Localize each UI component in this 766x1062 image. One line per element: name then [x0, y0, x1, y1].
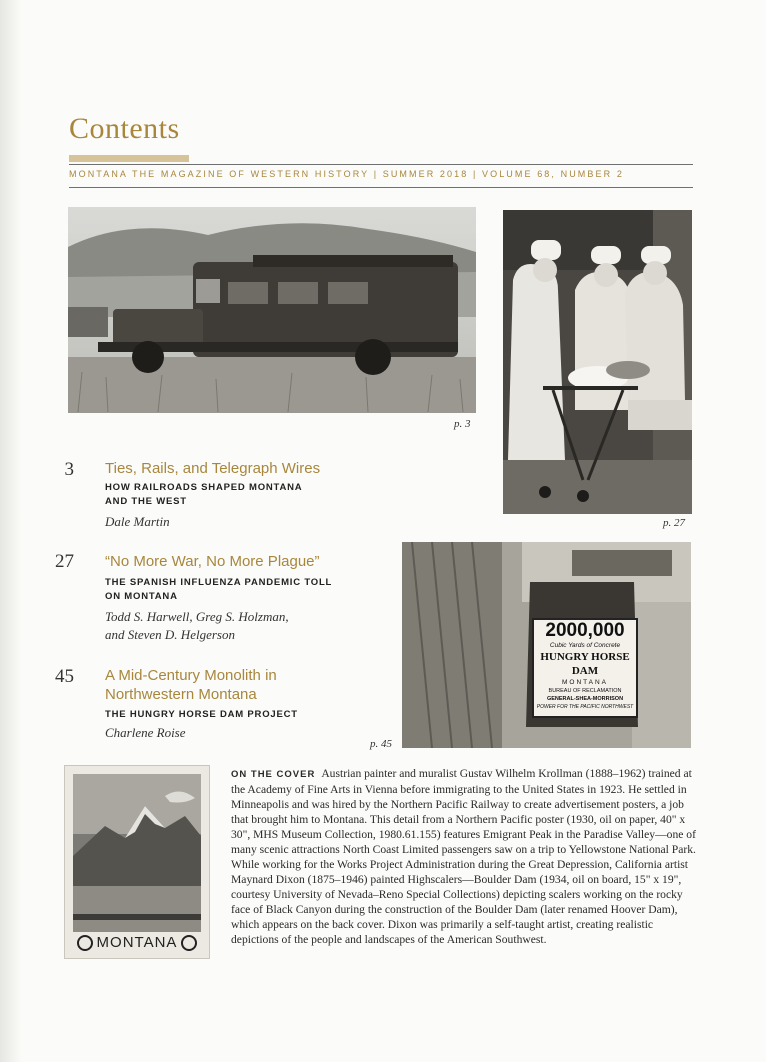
- article-author-line: Todd S. Harwell, Greg S. Holzman,: [105, 609, 289, 624]
- article-page-number: 45: [55, 666, 74, 687]
- article-subtitle-line: AND THE WEST: [105, 496, 187, 507]
- masthead-bottom-rule: [69, 187, 693, 188]
- page-gutter-shadow: [0, 0, 22, 1062]
- nurses-photo: [503, 210, 692, 514]
- title-underline: [69, 155, 189, 162]
- bus-photo-credit: p. 3: [454, 418, 471, 430]
- article-subtitle-line: THE SPANISH INFLUENZA PANDEMIC TOLL: [105, 577, 333, 588]
- article-author: Charlene Roise: [105, 725, 186, 740]
- dam-sign-line5: GENERAL-SHEA-MORRISON: [546, 696, 624, 702]
- poster-footer: [65, 934, 209, 952]
- article-author: [105, 608, 289, 644]
- masthead-top-rule: [69, 164, 693, 165]
- dam-sign-line2: HUNGRY HORSE DAM: [540, 651, 630, 677]
- article-subtitle: THE HUNGRY HORSE DAM PROJECT: [105, 709, 298, 720]
- cover-text: Austrian painter and muralist Gustav Wilhelm Krollman (1888–1962) trained at the Academy of Fine Arts in Vienna before immigrating to the United States in 1923. He settled in Minneapolis and was hired by the Northern Pacific Railway to create advertisement posters, a job that brought him to Montana. This detail from a Northern Pacific poster (1930, oil on paper, 40" x 30", MHS Museum Collection, 1980.61.155) features Emigrant Peak in the Paradise Valley—one of many scenic attractions North Coast Limited passengers saw on a trip to Yellowstone National Park. While working for the Works Project Administration during the Great Depression, California artist Maynard Dixon (1875–1946) painted Highscalers—Boulder Dam (1934, oil on board, 15" x 19", courtesy University of Nevada–Reno Special Collections) depicting scalers working on the rocky face of Black Canyon during the construction of the Boulder Dam (later renamed Hoover Dam), which appears on the back cover. Dixon was primarily a self-taught artist, creating realistic depictions of the people and landscapes of the American Southwest.: [231, 767, 696, 946]
- dam-banner-sign: [532, 618, 638, 718]
- article-title[interactable]: [105, 666, 277, 704]
- article-author: Dale Martin: [105, 514, 170, 529]
- article-title-line: A Mid-Century Monolith in: [105, 667, 277, 684]
- article-author-line: and Steven D. Helgerson: [105, 627, 235, 642]
- dam-sign-number: 2000,000: [545, 620, 625, 641]
- page-title: Contents: [69, 112, 180, 145]
- article-subtitle: [105, 576, 332, 604]
- bus-photo: [68, 207, 476, 413]
- northern-pacific-logo-icon: [181, 935, 197, 951]
- poster-word: MONTANA: [96, 934, 178, 951]
- dam-sign-line3: MONTANA: [561, 679, 609, 686]
- masthead: MONTANA THE MAGAZINE OF WESTERN HISTORY | SUMMER 2018 | VOLUME 68, NUMBER 2: [69, 169, 624, 179]
- cover-poster: [64, 765, 210, 959]
- northern-pacific-logo-icon: [77, 935, 93, 951]
- dam-sign-line6: POWER FOR THE PACIFIC NORTHWEST: [536, 704, 634, 710]
- article-subtitle: [105, 481, 302, 509]
- article-page-number: 27: [55, 551, 74, 572]
- article-title[interactable]: “No More War, No More Plague”: [105, 553, 320, 570]
- article-title[interactable]: Ties, Rails, and Telegraph Wires: [105, 460, 321, 477]
- article-title-line: Northwestern Montana: [105, 686, 257, 703]
- dam-sign-line4: BUREAU OF RECLAMATION: [548, 688, 622, 694]
- article-subtitle-line: HOW RAILROADS SHAPED MONTANA: [105, 482, 303, 493]
- cover-description: [231, 766, 696, 947]
- cover-label: ON THE COVER: [231, 769, 316, 780]
- article-page-number: 3: [64, 459, 74, 480]
- dam-photo-credit: p. 45: [370, 738, 392, 750]
- nurses-photo-credit: p. 27: [663, 517, 685, 529]
- dam-sign-line1: Cubic Yards of Concrete: [549, 642, 621, 649]
- article-subtitle-line: ON MONTANA: [105, 591, 178, 602]
